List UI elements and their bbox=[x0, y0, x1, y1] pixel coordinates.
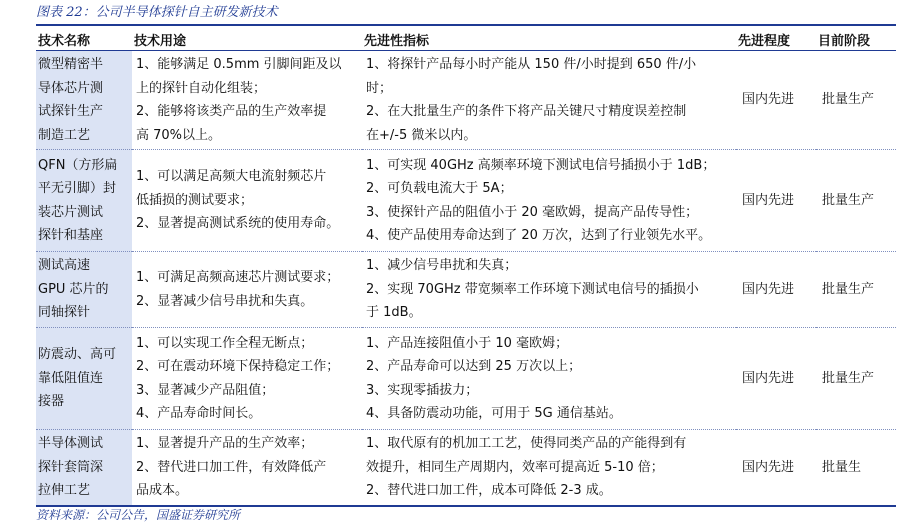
tech-name-cell-line: 靠低阻值连 bbox=[38, 370, 104, 386]
advanced-index-cell-line: 1、产品连接阻值小于 10 毫欧姆； bbox=[366, 335, 569, 351]
tech-use-cell-line: 1、可以满足高频大电流射频芯片 bbox=[136, 169, 327, 185]
tech-name-cell-line: 导体芯片测 bbox=[38, 80, 104, 96]
advanced-level-cell: 国内先进 bbox=[742, 459, 795, 475]
tech-use-cell-line: 4、产品寿命时间长。 bbox=[136, 406, 262, 421]
advanced-index-cell bbox=[362, 430, 736, 505]
advanced-index-cell-line: 2、替代进口加工件，成本可降低 2-3 成。 bbox=[366, 483, 612, 498]
tech-use-cell-line: 上的探针自动化组装； bbox=[136, 80, 267, 96]
advanced-index-cell-line: 3、使探针产品的阻值小于 20 毫欧姆，提高产品传导性； bbox=[366, 204, 699, 220]
tech-name-cell bbox=[36, 328, 132, 430]
advanced-index-cell bbox=[362, 51, 736, 150]
tech-table bbox=[36, 28, 896, 505]
table-row bbox=[36, 328, 896, 430]
current-stage-cell: 批量生产 bbox=[816, 51, 896, 150]
tech-name-cell-line: 测试高速 bbox=[38, 258, 91, 274]
tech-use-cell-line: 2、显著提高测试系统的使用寿命。 bbox=[136, 216, 340, 232]
tech-use-cell-line: 1、显著提升产品的生产效率； bbox=[136, 436, 314, 451]
advanced-index-cell-line: 时； bbox=[366, 80, 393, 96]
tech-use-cell-line: 高 70%以上。 bbox=[136, 127, 222, 143]
tech-name-cell-line: 制造工艺 bbox=[38, 127, 91, 143]
table-row bbox=[36, 51, 896, 150]
tech-use-cell bbox=[132, 51, 362, 150]
tech-use-cell-line: 1、能够满足 0.5mm 引脚间距及以 bbox=[136, 57, 342, 72]
tech-use-cell-line: 2、能够将该类产品的生产效率提 bbox=[136, 104, 327, 119]
header-tech-use: 技术用途 bbox=[132, 28, 362, 51]
tech-name-cell-line: QFN（方形扁 bbox=[38, 157, 118, 173]
tech-name-cell-line: 探针和基座 bbox=[38, 228, 104, 243]
figure-title: 图表 22：公司半导体探针自主研发新技术 bbox=[36, 2, 896, 26]
advanced-index-cell-line: 1、可实现 40GHz 高频率环境下测试电信号插损小于 1dB； bbox=[366, 157, 716, 173]
header-current-stage: 目前阶段 bbox=[816, 28, 896, 51]
advanced-level-cell: 国内先进 bbox=[736, 51, 816, 150]
advanced-index-cell-line: 4、使产品使用寿命达到了 20 万次，达到了行业领先水平。 bbox=[366, 228, 712, 243]
advanced-index-cell-line: 2、实现 70GHz 带宽频率工作环境下测试电信号的插损小 bbox=[366, 281, 699, 297]
header-tech-name: 技术名称 bbox=[36, 28, 132, 51]
table-row bbox=[36, 150, 896, 252]
tech-name-cell bbox=[36, 252, 132, 328]
advanced-index-cell-line: 2、产品寿命可以达到 25 万次以上； bbox=[366, 359, 582, 374]
tech-name-cell-line: 半导体测试 bbox=[38, 436, 104, 451]
tech-use-cell-line: 品成本。 bbox=[136, 483, 189, 498]
header-advanced-level: 先进程度 bbox=[736, 28, 816, 51]
table-row bbox=[36, 252, 896, 328]
tech-use-cell-line: 2、替代进口加工件，有效降低产 bbox=[136, 459, 327, 475]
advanced-index-cell-line: 效提升，相同生产周期内，效率可提高近 5-10 倍； bbox=[366, 459, 664, 475]
current-stage-cell: 批量生产 bbox=[816, 150, 896, 252]
tech-name-cell-line: 同轴探针 bbox=[38, 305, 91, 321]
advanced-index-cell bbox=[362, 150, 736, 252]
tech-name-cell-line: 防震动、高可 bbox=[38, 347, 117, 363]
advanced-index-cell-line: 1、取代原有的机加工工艺，使得同类产品的产能得到有 bbox=[366, 436, 687, 451]
tech-name-cell-line: 拉伸工艺 bbox=[38, 483, 91, 498]
advanced-level-cell: 国内先进 bbox=[736, 150, 816, 252]
current-stage-cell: 批量生产 bbox=[816, 252, 896, 328]
table-row bbox=[36, 430, 896, 505]
header-advanced-index: 先进性指标 bbox=[362, 28, 736, 51]
tech-use-cell-line: 低插损的测试要求； bbox=[136, 192, 254, 208]
tech-name-cell-line: 接器 bbox=[38, 394, 65, 410]
tech-use-cell-line: 2、显著减少信号串扰和失真。 bbox=[136, 293, 314, 309]
tech-use-cell-line: 2、可在震动环境下保持稳定工作； bbox=[136, 359, 340, 374]
advanced-index-cell bbox=[362, 328, 736, 430]
advanced-index-cell bbox=[362, 252, 736, 328]
tech-use-cell bbox=[132, 252, 362, 328]
tech-use-cell-line: 1、可以实现工作全程无断点； bbox=[136, 335, 314, 351]
advanced-index-cell-line: 4、具备防震动功能，可用于 5G 通信基站。 bbox=[366, 406, 622, 421]
advanced-index-cell-line: 1、减少信号串扰和失真； bbox=[366, 258, 518, 274]
advanced-index-cell-line: 在+/-5 微米以内。 bbox=[366, 127, 477, 143]
current-stage-cell: 批量生产 bbox=[816, 328, 896, 430]
source-note: 资料来源：公司公告，国盛证券研究所 bbox=[36, 505, 896, 523]
tech-use-cell bbox=[132, 430, 362, 505]
tech-name-cell bbox=[36, 430, 132, 505]
advanced-index-cell-line: 于 1dB。 bbox=[366, 305, 422, 321]
tech-name-cell-line: 试探针生产 bbox=[38, 104, 104, 119]
advanced-level-cell: 国内先进 bbox=[736, 252, 816, 328]
advanced-level-cell: 国内先进 bbox=[736, 328, 816, 430]
tech-name-cell-line: 微型精密半 bbox=[38, 57, 104, 72]
advanced-index-cell-line: 1、将探针产品每小时产能从 150 件/小时提到 650 件/小 bbox=[366, 57, 697, 72]
tech-use-cell bbox=[132, 328, 362, 430]
tech-name-cell-line: GPU 芯片的 bbox=[38, 281, 109, 297]
current-stage-cell: 批量生 bbox=[822, 459, 862, 475]
tech-name-cell bbox=[36, 150, 132, 252]
table-header-row bbox=[36, 28, 896, 51]
advanced-index-cell-line: 2、可负载电流大于 5A； bbox=[366, 181, 513, 196]
tech-use-cell-line: 1、可满足高频高速芯片测试要求； bbox=[136, 270, 340, 285]
tech-use-cell bbox=[132, 150, 362, 252]
advanced-index-cell-line: 2、在大批量生产的条件下将产品关键尺寸精度误差控制 bbox=[366, 104, 687, 119]
table-body bbox=[36, 51, 896, 505]
tech-name-cell-line: 平无引脚）封 bbox=[38, 181, 117, 196]
tech-name-cell-line: 探针套筒深 bbox=[38, 459, 104, 475]
tech-name-cell bbox=[36, 51, 132, 150]
tech-use-cell-line: 3、显著减少产品阻值； bbox=[136, 382, 275, 398]
tech-name-cell-line: 装芯片测试 bbox=[38, 204, 104, 220]
advanced-index-cell-line: 3、实现零插拔力； bbox=[366, 382, 479, 398]
